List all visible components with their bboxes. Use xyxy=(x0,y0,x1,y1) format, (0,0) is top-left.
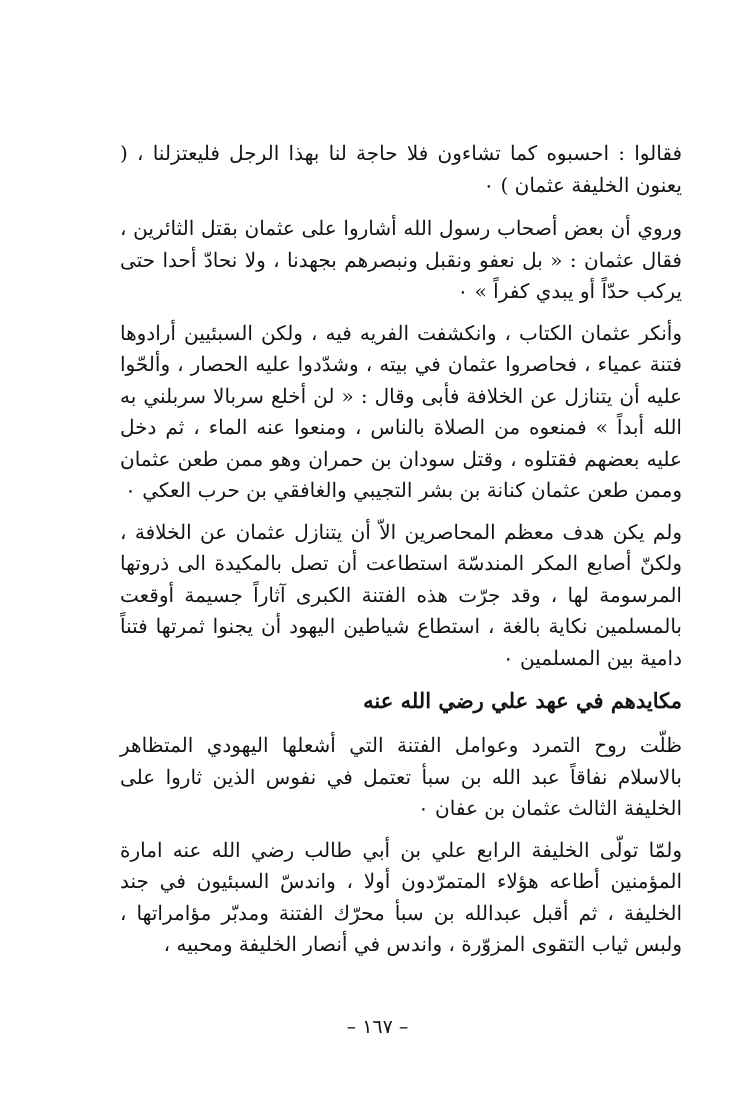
book-page xyxy=(120,138,682,971)
paragraph-siege-and-killing: وأنكر عثمان الكتاب ، وانكشفت الفريه فيه ، ولكن السبئيين أرادوها فتنة عمياء ، فحاصروا عثمان في بيته ، وشدّدوا عليه الحصار ، وألحّوا عليه أن يتنازل عن الخلافة فأبى وقال : « لن أخلع سربالا سربلني به الله أبداً » فمنعوه من الصلاة بالناس ، ومنعوا عنه الماء ، ثم دخل عليه بعضهم فقتلوه ، وقتل سودان بن حمران وهو ممن طعن عثمان وممن طعن عثمان كنانة بن بشر التجيبي والغافقي بن حرب العكي ٠ xyxy=(120,320,683,502)
paragraph-companions-advice: وروي أن بعض أصحاب رسول الله أشاروا على عثمان بقتل الثائرين ، فقال عثمان : « بل نعفو ونقبل ونبصرهم بجهدنا ، ولا نحادّ أحدا حتى يركب حدّاً أو يبدي كفراً » ٠ xyxy=(120,216,682,303)
section-heading: مكايدهم في عهد علي رضي الله عنه xyxy=(363,688,682,713)
page-number: – ١٦٧ – xyxy=(346,1016,409,1038)
paragraph-besiegers-goal: ولم يكن هدف معظم المحاصرين الاّ أن يتنازل عثمان عن الخلافة ، ولكنّ أصابع المكر المندسّة استطاعت أن تصل بالمكيدة الى ذروتها المرسومة لها ، وقد جرّت هذه الفتنة الكبرى آثاراً جسيمة أوقعت بالمسلمين نكاية بالغة ، استطاع شياطين اليهود أن يجنوا ثمرتها فتناً دامية بين المسلمين ٠ xyxy=(120,519,682,670)
paragraph-ali-caliphate: ولمّا تولّى الخليفة الرابع علي بن أبي طالب رضي الله عنه امارة المؤمنين أطاعه هؤلاء المتمرّدون أولا ، واندسّ السبئيون في جند الخليفة ، ثم أقبل عبدالله بن سبأ محرّك الفتنة ومدبّر مؤامراتها ، ولبس ثياب التقوى المزوّرة ، واندس في أنصار الخليفة ومحبيه ، xyxy=(120,837,682,956)
paragraph-spirit-of-rebellion: ظلّت روح التمرد وعوامل الفتنة التي أشعلها اليهودي المتظاهر بالاسلام نفاقاً عبد الله بن سبأ تعتمل في نفوس الذين ثاروا على الخليفة الثالث عثمان بن عفان ٠ xyxy=(120,733,682,820)
paragraph-demand-resignation: فقالوا : احسبوه كما تشاءون فلا حاجة لنا بهذا الرجل فليعتزلنا ، ( يعنون الخليفة عثمان ) ٠ xyxy=(120,141,682,197)
